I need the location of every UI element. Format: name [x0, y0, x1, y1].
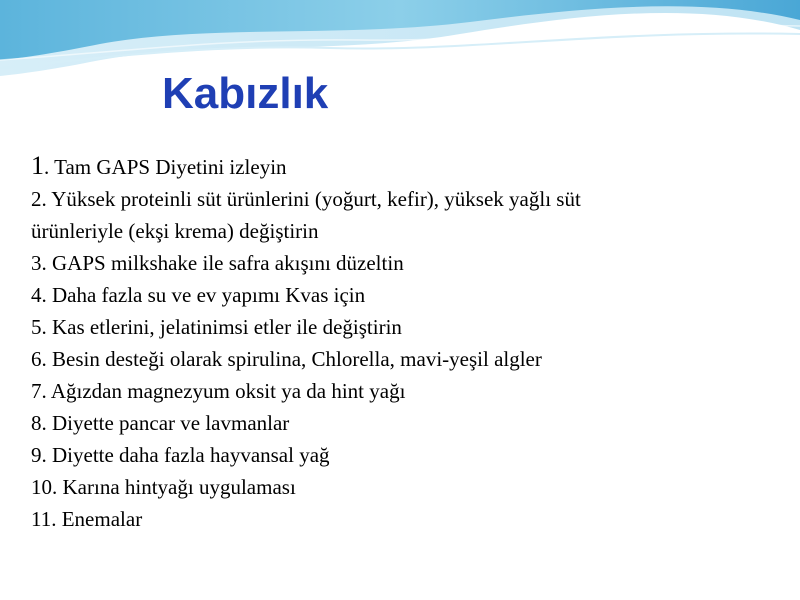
- list-item: [31, 215, 791, 247]
- item-number: 4: [31, 283, 42, 307]
- item-number: 5: [31, 315, 42, 339]
- item-text: . Kas etlerini, jelatinimsi etler ile değiştirin: [41, 315, 402, 339]
- wave-decoration: [0, 0, 800, 110]
- item-text: . Tam GAPS Diyetini izleyin: [44, 155, 287, 179]
- item-number: 11: [31, 507, 52, 531]
- list-item: [31, 407, 791, 439]
- item-text: . Besin desteği olarak spirulina, Chlorella, mavi-yeşil algler: [41, 347, 542, 371]
- item-text: . Yüksek proteinli süt ürünlerini (yoğurt, kefir), yüksek yağlı süt: [41, 187, 581, 211]
- item-list: [31, 150, 791, 535]
- list-item: [31, 375, 791, 407]
- list-item: [31, 439, 791, 471]
- item-text: . Karına hintyağı uygulaması: [52, 475, 296, 499]
- list-item: [31, 471, 791, 503]
- list-item: [31, 150, 791, 183]
- list-item: [31, 503, 791, 535]
- list-item: [31, 183, 791, 215]
- item-text: . Daha fazla su ve ev yapımı Kvas için: [41, 283, 366, 307]
- item-text: . Diyette daha fazla hayvansal yağ: [41, 443, 330, 467]
- item-number: 2: [31, 187, 42, 211]
- item-text: ürünleriyle (ekşi krema) değiştirin: [31, 219, 319, 243]
- list-item: [31, 279, 791, 311]
- item-number: 6: [31, 347, 42, 371]
- item-text: . Ağızdan magnezyum oksit ya da hint yağı: [41, 379, 406, 403]
- item-number: 3: [31, 251, 42, 275]
- item-number: 1: [31, 151, 44, 180]
- item-text: . Enemalar: [51, 507, 143, 531]
- slide-title: Kabızlık: [162, 69, 329, 118]
- item-number: 7: [31, 379, 42, 403]
- item-number: 9: [31, 443, 42, 467]
- item-number: 10: [31, 475, 52, 499]
- item-text: . Diyette pancar ve lavmanlar: [41, 411, 290, 435]
- list-item: [31, 343, 791, 375]
- item-number: 8: [31, 411, 42, 435]
- list-item: [31, 247, 791, 279]
- list-item: [31, 311, 791, 343]
- item-text: . GAPS milkshake ile safra akışını düzeltin: [41, 251, 404, 275]
